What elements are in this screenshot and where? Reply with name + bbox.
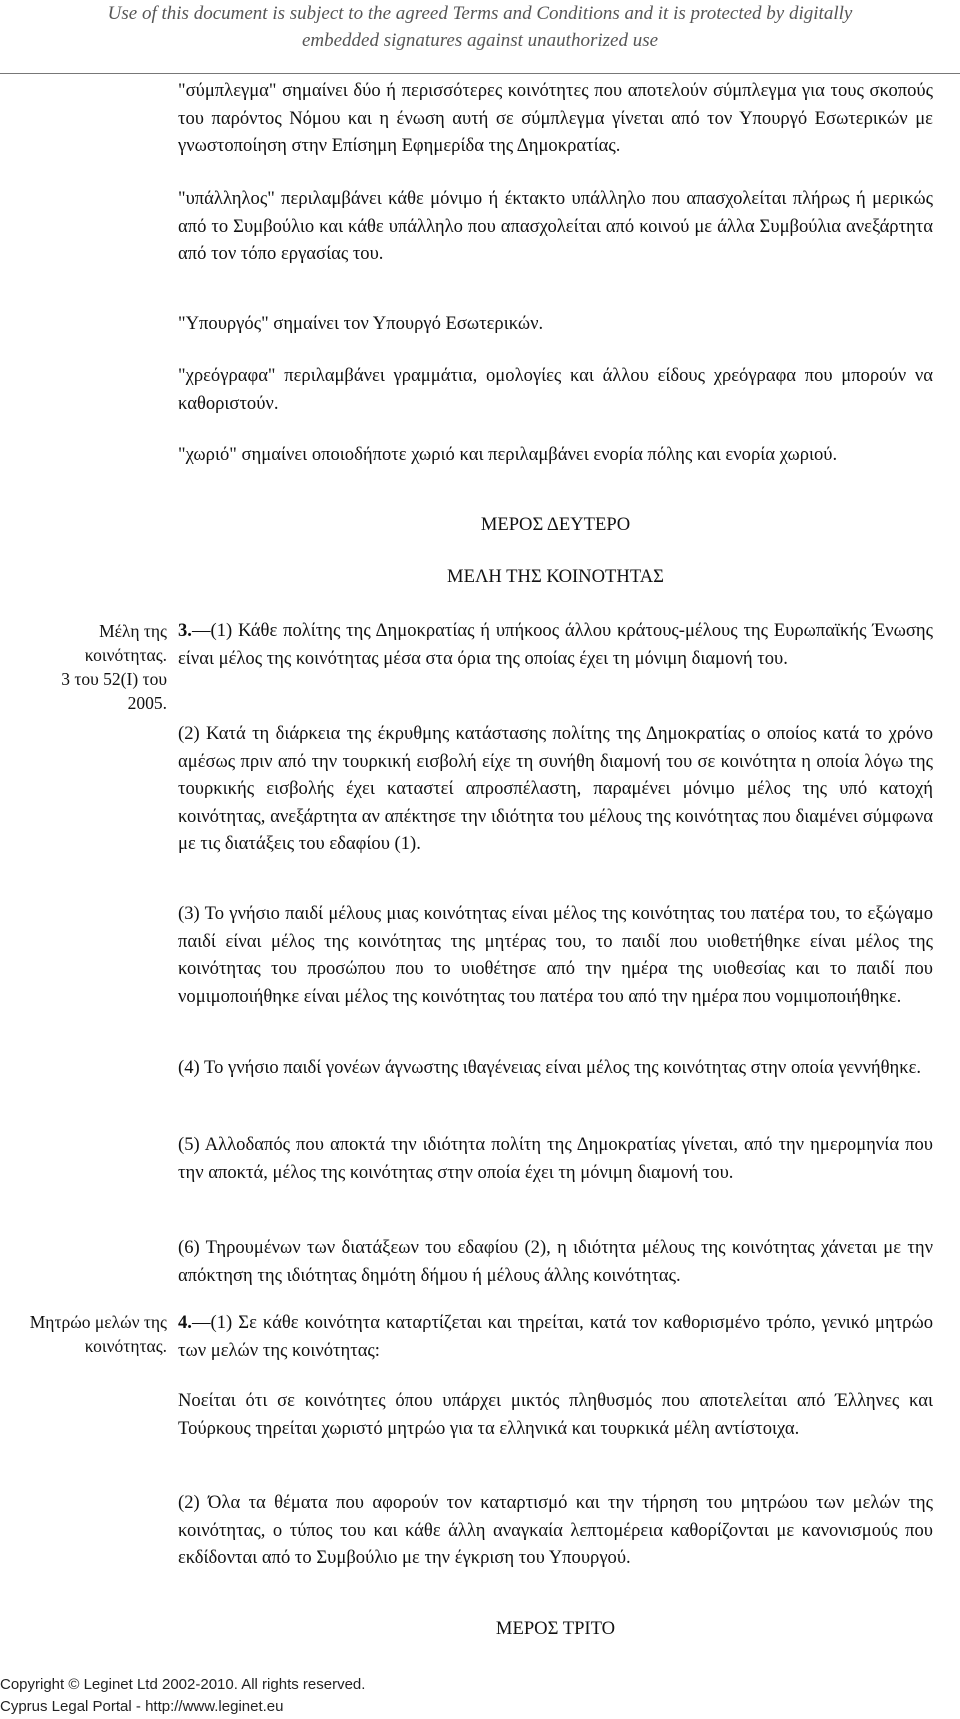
definition-complex <box>178 77 933 160</box>
margin-note-line: Μέλη της <box>99 621 167 641</box>
section-3-paragraph-6 <box>178 1234 933 1289</box>
section-3-margin-note <box>61 619 167 715</box>
definition-village-text: "χωριό" σημαίνει οποιοδήποτε χωριό και περιλαμβάνει ενορία πόλης και ενορία χωριού. <box>178 444 838 465</box>
footer-copyright: Copyright © Leginet Ltd 2002-2010. All rights reserved. <box>0 1676 366 1693</box>
section-3-paragraph-3 <box>178 900 933 1010</box>
section-4-proviso <box>178 1387 933 1442</box>
definition-village <box>178 441 933 469</box>
section-3-paragraph-4 <box>178 1054 933 1082</box>
footer-portal-link[interactable]: Cyprus Legal Portal - http://www.leginet.eu <box>0 1698 284 1715</box>
section-3-paragraph-2-text: (2) Κατά τη διάρκεια της έκρυθμης κατάστασης πολίτης της Δημοκρατίας ο οποίος κατά το χρόνο αμέσως πριν από την τουρκική εισβολή είχε τη συνήθη διαμονή του σε κοινότητα η οποία λόγω της τουρκικής εισβολής έχει καταστεί απροσπέλαστη, παραμένει μόνιμο μέλος της υπό κατοχή κοινότητας, ανεξάρτητα αν απέκτησε την ιδιότητα του μέλους της κοινότητας που διαμένει σύμφωνα με τις διατάξεις του εδαφίου (1). <box>178 723 933 854</box>
margin-note-line: 2005. <box>127 693 167 713</box>
section-3-number: 3. <box>178 620 192 641</box>
part-three-heading: ΜΕΡΟΣ ΤΡΙΤΟ <box>495 1618 616 1639</box>
part-two-subheading: ΜΕΛΗ ΤΗΣ ΚΟΙΝΟΤΗΤΑΣ <box>447 566 664 587</box>
section-4-paragraph-1-text: —(1) Σε κάθε κοινότητα καταρτίζεται και τηρείται, κατά τον καθορισμένο τρόπο, γενικό μητρώο των μελών της κοινότητας: <box>178 1312 933 1361</box>
margin-note-line: Μητρώο μελών της <box>29 1312 167 1332</box>
section-4-number: 4. <box>178 1312 192 1333</box>
definition-securities-text: "χρεόγραφα" περιλαμβάνει γραμμάτια, ομολογίες και άλλου είδους χρεόγραφα που μπορούν να καθοριστούν. <box>178 365 933 414</box>
section-3-paragraph-2 <box>178 720 933 858</box>
definition-minister <box>178 310 933 338</box>
definition-minister-text: "Υπουργός" σημαίνει τον Υπουργό Εσωτερικών. <box>178 313 544 334</box>
header-divider <box>0 73 960 74</box>
definition-employee-text: "υπάλληλος" περιλαμβάνει κάθε μόνιμο ή έκτακτο υπάλληλο που απασχολείται πλήρως ή μερικώς από το Συμβούλιο και κάθε υπάλληλο που απασχολείται από κοινού με άλλα Συμβούλια ανεξάρτητα από τον τόπο εργασίας του. <box>178 188 933 264</box>
definition-employee <box>178 185 933 268</box>
margin-note-line: κοινότητας. <box>84 1336 167 1356</box>
section-3-paragraph-4-text: (4) Το γνήσιο παιδί γονέων άγνωστης ιθαγένειας είναι μέλος της κοινότητας στην οποία γεννήθηκε. <box>178 1057 922 1078</box>
section-4-paragraph-1 <box>178 1309 933 1364</box>
section-3-paragraph-1-text: —(1) Κάθε πολίτης της Δημοκρατίας ή υπήκοος άλλου κράτους-μέλους της Ευρωπαϊκής Ένωσης είναι μέλος της κοινότητας μέσα στα όρια της οποίας έχει τη μόνιμη διαμονή του. <box>178 620 933 669</box>
section-3-paragraph-6-text: (6) Τηρουμένων των διατάξεων του εδαφίου (2), η ιδιότητα μέλους της κοινότητας χάνεται με την απόκτηση της ιδιότητας δημότη δήμου ή μέλους άλλης κοινότητας. <box>178 1237 933 1286</box>
margin-note-line: 3 του 52(Ι) του <box>61 669 167 689</box>
section-4-proviso-text: Νοείται ότι σε κοινότητες όπου υπάρχει μικτός πληθυσμός που αποτελείται από Έλληνες και Τούρκους τηρείται χωριστό μητρώο για τα ελληνικά και τουρκικά μέλη αντίστοιχα. <box>178 1390 933 1439</box>
section-4-margin-note <box>30 1310 167 1358</box>
margin-note-line: κοινότητας. <box>84 645 167 665</box>
section-3 <box>178 617 933 672</box>
header-notice-line-1: Use of this document is subject to the agreed Terms and Conditions and it is protected by digitally <box>107 3 853 24</box>
section-4-paragraph-2-text: (2) Όλα τα θέματα που αφορούν τον καταρτισμό και την τήρηση του μητρώου των μελών της κοινότητας, ο τύπος του και κάθε άλλη αναγκαία λεπτομέρεια καθορίζονται με κανονισμούς που εκδίδονται από το Συμβούλιο με την έγκριση του Υπουργού. <box>178 1492 933 1568</box>
document-header <box>0 0 960 54</box>
section-4-paragraph-2 <box>178 1489 933 1572</box>
definition-complex-text: "σύμπλεγμα" σημαίνει δύο ή περισσότερες κοινότητες που αποτελούν σύμπλεγμα για τους σκοπούς του παρόντος Νόμου και η ένωση αυτή σε σύμπλεγμα γίνεται από τον Υπουργό Εσωτερικών με γνωστοποίηση στην Επίσημη Εφημερίδα της Δημοκρατίας. <box>178 80 933 156</box>
section-3-paragraph-1 <box>178 617 933 672</box>
section-3-paragraph-5-text: (5) Αλλοδαπός που αποκτά την ιδιότητα πολίτη της Δημοκρατίας γίνεται, από την ημερομηνία που την αποκτά, μέλος της κοινότητας στην οποία έχει τη μόνιμη διαμονή του. <box>178 1134 933 1183</box>
definition-securities <box>178 362 933 417</box>
header-notice-line-2: embedded signatures against unauthorized use <box>301 30 659 51</box>
section-3-paragraph-5 <box>178 1131 933 1186</box>
section-3-paragraph-3-text: (3) Το γνήσιο παιδί μέλους μιας κοινότητας είναι μέλος της κοινότητας του πατέρα του, το εξώγαμο παιδί είναι μέλος της κοινότητας της μητέρας του, το παιδί που υιοθετήθηκε είναι μέλος της κοινότητας του προσώπου που το υιοθέτησε από την ημέρα της υιοθεσίας και το παιδί που νομιμοποιήθηκε είναι μέλος της κοινότητας του πατέρα του από την ημέρα που νομιμοποιήθηκε. <box>178 903 933 1007</box>
section-4 <box>178 1309 933 1364</box>
part-two-heading: ΜΕΡΟΣ ΔΕΥΤΕΡΟ <box>480 514 631 535</box>
